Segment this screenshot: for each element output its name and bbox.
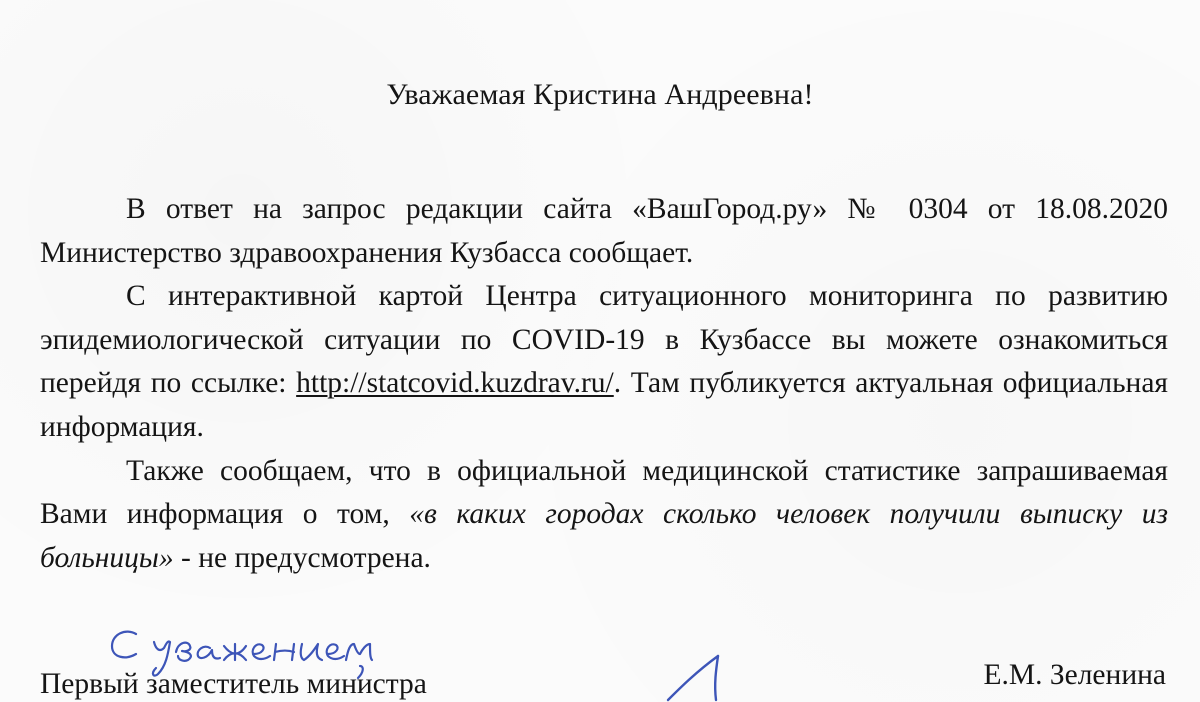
signer-name: Е.М. Зеленина — [983, 659, 1166, 691]
paragraph-map-text-start: С интерактивной картой Центра ситуационного мониторинга по развитию эпидемиологической ситуации по COVID-19 в Кузбассе вы можете ознакомиться перейдя по ссылке: — [40, 280, 1168, 400]
paragraph-map-info — [40, 275, 1168, 449]
paragraph-request-reply: В ответ на запрос редакции сайта «ВашГород.ру» № 0304 от 18.08.2020 Министерство здравоохранения Кузбасса сообщает. — [40, 193, 1168, 269]
letter-body — [40, 188, 1168, 580]
statcovid-link[interactable]: http://statcovid.kuzdrav.ru/ — [296, 367, 614, 400]
paragraph-statistics-text-end: - не предусмотрена. — [173, 541, 431, 574]
signature-mark — [660, 652, 750, 702]
signer-position: Первый заместитель министра — [40, 668, 427, 700]
greeting: Уважаемая Кристина Андреевна! — [386, 78, 814, 111]
paragraph-statistics-text-start: Также сообщаем, что в официальной медицинской статистике запрашиваемая Вами информация о том, — [40, 454, 1168, 531]
paragraph-map-text-end: . Там публикуется актуальная официальная информация. — [40, 367, 1168, 443]
paragraph-statistics — [40, 450, 1168, 581]
quoted-request: «в каких городах сколько человек получили выписку из больницы» — [40, 498, 1168, 574]
